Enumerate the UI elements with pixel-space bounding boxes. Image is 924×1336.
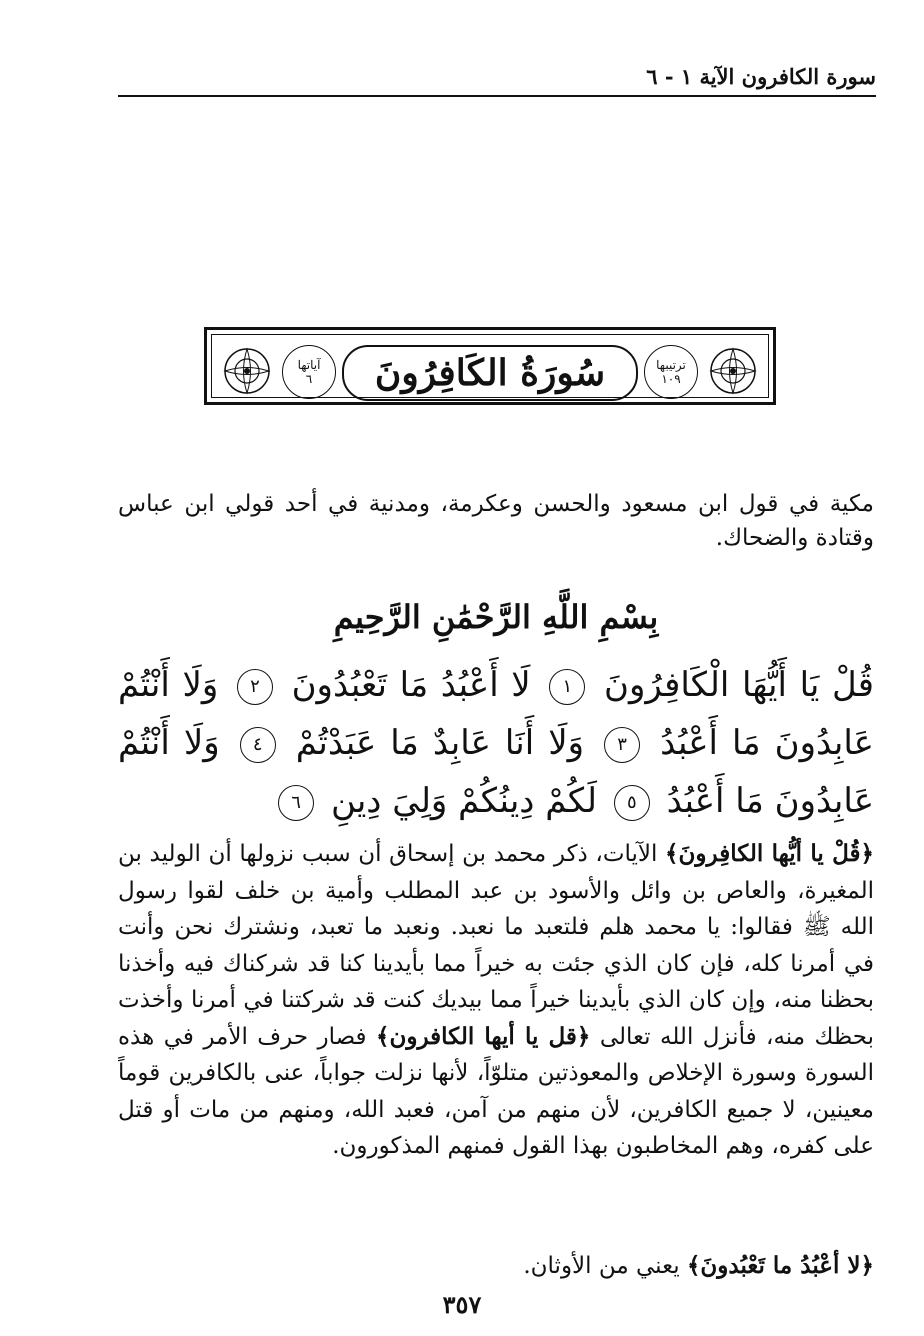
quoted-verse: ﴿لا أعْبُدُ ما تَعْبُدونَ﴾ [686,1252,874,1279]
commentary-paragraph-2 [118,1248,874,1284]
quoted-verse: ﴿قل يا أيها الكافرون﴾ [376,1022,591,1050]
commentary-text: يعني من الأوثان. [523,1253,687,1279]
verse-text: لَكُمْ دِينُكُمْ وَلِيَ دِينِ [330,781,597,821]
order-label: ترتيبها [656,358,686,372]
running-header: سورة الكافرون الآية ١ - ٦ [118,64,876,97]
ayah-number-marker: ٣ [604,727,640,763]
ayah-number-marker: ٤ [240,727,276,763]
banner-inner-frame [211,334,769,398]
verse-text: لَا أَعْبُدُ مَا تَعْبُدُونَ [291,665,531,705]
order-cartouche [644,345,698,399]
verse-text: قُلْ يَا أَيُّهَا الْكَافِرُونَ [604,665,875,705]
commentary-text: الآيات، ذكر محمد بن إسحاق أن سبب نزولها أن الوليد بن المغيرة، والعاص بن وائل والأسود بن عبد المطلب وأمية بن خلف لقوا رسول الله ﷺ فقالوا: يا محمد هلم فلتعبد ما نعبد. ونعبد ما تعبد، ونشترك نحن وأنت في أمرنا كله، فإن كان الذي جئت به خيراً مما بأيدينا كنا قد شركناك فيه وأخذنا بحظنا منه، وإن كان الذي بأيدينا خيراً مما بيديك كنت قد شركتنا في أمرنا وأخذت بحظك منه، فأنزل الله تعالى [118,841,874,1050]
basmala: بِسْمِ اللَّهِ الرَّحْمَٰنِ الرَّحِيمِ [333,598,659,636]
commentary-text: فصار حرف الأمر في هذه السورة وسورة الإخلاص والمعوذتين متلوّاً، لأنها نزلت جواباً، عنى بالكافرين قوماً معينين، لا جميع الكافرين، لأن منهم من آمن، فعبد الله، ومنهم من مات أو قتل على كفره، وهم المخاطبون بهذا القول فمنهم المذكورون. [118,1023,874,1159]
order-value: ١٠٩ [661,372,681,386]
surah-title: سُورَةُ الكَافِرُونَ [342,345,638,401]
commentary-paragraph [118,836,874,1165]
ayah-number-marker: ٦ [278,785,314,821]
ayat-label: آياتها [297,358,321,372]
ayat-cartouche [282,345,336,399]
verse-text: وَلَا أَنْتُمْ عَابِدُونَ مَا أَعْبُدُ [118,723,874,821]
verse-text: وَلَا أَنَا عَابِدٌ مَا عَبَدْتُمْ [295,723,585,763]
verse-text: وَلَا أَنْتُمْ عَابِدُونَ مَا أَعْبُدُ [118,665,874,763]
ayah-number-marker: ٥ [614,785,650,821]
quoted-verse: ﴿قُلْ يا أيُّها الكافِرونَ﴾ [665,840,874,867]
floral-ornament-icon [218,343,276,399]
ayah-number-marker: ١ [549,669,585,705]
ayat-value: ٦ [305,372,313,386]
surah-banner [204,327,776,405]
ayah-number-marker: ٢ [237,669,273,705]
floral-ornament-icon [704,343,762,399]
page-number: ٣٥٧ [442,1290,482,1319]
quran-text [118,656,874,830]
intro-paragraph: مكية في قول ابن مسعود والحسن وعكرمة، ومدنية في أحد قولي ابن عباس وقتادة والضحاك. [118,491,874,551]
